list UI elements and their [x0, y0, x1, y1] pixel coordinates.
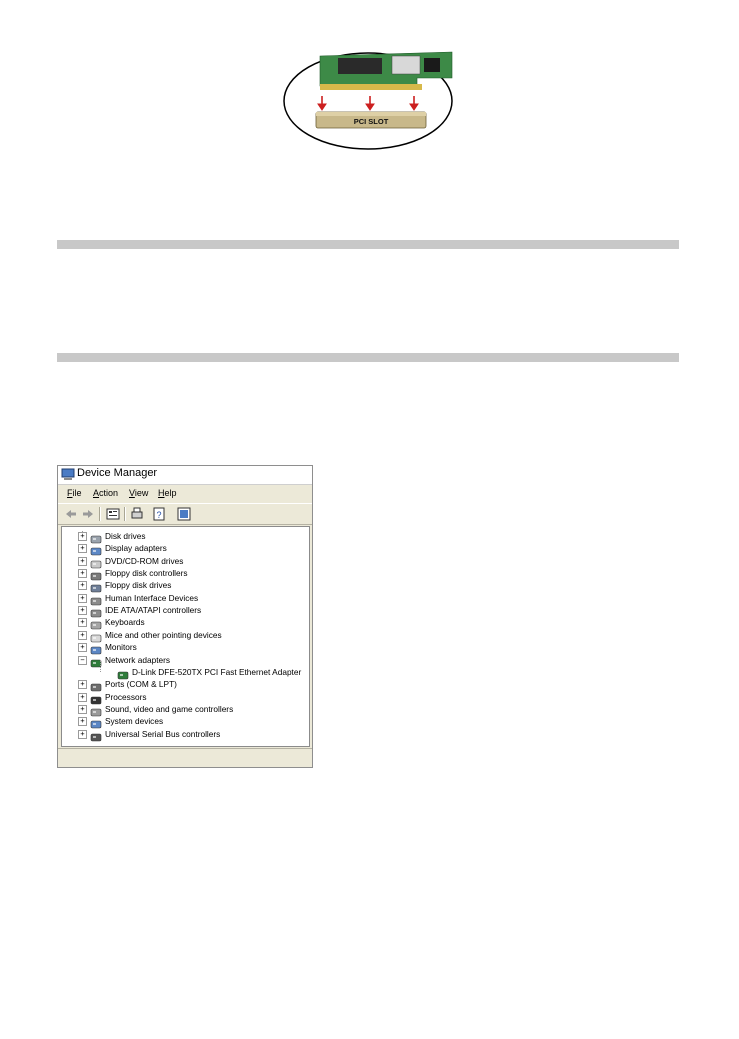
mouse-icon: [90, 629, 102, 640]
tree-item-label: IDE ATA/ATAPI controllers: [105, 605, 202, 616]
tree-item-label: Display adapters: [105, 543, 167, 554]
ide-controller-icon: [90, 604, 102, 615]
disk-drive-icon: [90, 530, 102, 541]
expand-icon[interactable]: +: [78, 557, 87, 566]
expand-icon[interactable]: +: [78, 569, 87, 578]
keyboard-icon: [90, 616, 102, 627]
status-bar: [58, 748, 312, 767]
section-divider-1: [57, 240, 679, 249]
menu-bar: [58, 485, 312, 503]
toolbar-separator: [99, 507, 101, 521]
tree-item[interactable]: [62, 678, 307, 690]
tree-item-label: Sound, video and game controllers: [105, 703, 234, 714]
expand-icon[interactable]: +: [78, 631, 87, 640]
ethernet-card-icon: [117, 666, 129, 677]
device-manager-window: [57, 465, 313, 768]
expand-icon[interactable]: +: [78, 606, 87, 615]
toolbar: [58, 503, 312, 525]
expand-icon[interactable]: +: [78, 581, 87, 590]
tree-item[interactable]: [62, 616, 307, 628]
tree-item-label: Monitors: [105, 642, 137, 653]
expand-icon[interactable]: +: [78, 705, 87, 714]
tree-item-label: Ports (COM & LPT): [105, 679, 177, 690]
tree-item-label: System devices: [105, 716, 164, 727]
tree-item-label: Disk drives: [105, 531, 146, 541]
print-icon[interactable]: [129, 506, 145, 522]
section-divider-2: [57, 353, 679, 362]
expand-icon[interactable]: +: [78, 544, 87, 553]
tree-child-item[interactable]: [62, 666, 307, 678]
tree-item[interactable]: [62, 715, 307, 727]
tree-item[interactable]: [62, 728, 307, 740]
tree-item-label: D-Link DFE-520TX PCI Fast Ethernet Adapter: [132, 666, 302, 677]
menu-action[interactable]: Action: [93, 488, 119, 498]
expand-icon[interactable]: +: [78, 693, 87, 702]
tree-item-label: Processors: [105, 691, 147, 702]
port-icon: [90, 678, 102, 689]
tree-item[interactable]: [62, 641, 307, 653]
cdrom-icon: [90, 555, 102, 566]
expand-icon[interactable]: +: [78, 594, 87, 603]
back-arrow-icon[interactable]: [63, 506, 79, 522]
expand-icon[interactable]: +: [78, 532, 87, 541]
pci-slot-label: PCI SLOT: [353, 117, 389, 126]
menu-file[interactable]: File: [67, 488, 82, 498]
view-icon[interactable]: [176, 506, 192, 522]
menu-help[interactable]: Help: [158, 488, 177, 498]
forward-arrow-icon[interactable]: [80, 506, 96, 522]
floppy-drive-icon: [90, 579, 102, 590]
help-icon[interactable]: [151, 506, 167, 522]
device-tree: [61, 526, 310, 747]
computer-icon: [61, 468, 75, 480]
tree-item[interactable]: [62, 530, 307, 542]
menu-view[interactable]: View: [129, 488, 149, 498]
monitor-icon: [90, 641, 102, 652]
expand-icon[interactable]: +: [78, 680, 87, 689]
tree-item[interactable]: [62, 555, 307, 567]
expand-icon[interactable]: +: [78, 643, 87, 652]
pci-card-illustration: [282, 46, 454, 152]
tree-item[interactable]: [62, 542, 307, 554]
tree-item-label: Floppy disk drives: [105, 580, 172, 591]
svg-text:?: ?: [156, 510, 162, 520]
collapse-icon[interactable]: −: [78, 656, 87, 665]
expand-icon[interactable]: +: [78, 618, 87, 627]
properties-icon[interactable]: [105, 506, 121, 522]
expand-icon[interactable]: +: [78, 717, 87, 726]
tree-item-label: Universal Serial Bus controllers: [105, 728, 221, 739]
floppy-controller-icon: [90, 567, 102, 578]
tree-item[interactable]: [62, 691, 307, 703]
sound-icon: [90, 703, 102, 714]
hid-icon: [90, 592, 102, 603]
tree-item-label: Mice and other pointing devices: [105, 629, 222, 640]
tree-item-label: Floppy disk controllers: [105, 568, 188, 579]
tree-item[interactable]: [62, 604, 307, 616]
display-adapter-icon: [90, 542, 102, 553]
tree-item[interactable]: [62, 629, 307, 641]
window-title: Device Manager: [77, 467, 158, 479]
tree-item-label: Keyboards: [105, 617, 145, 628]
tree-item[interactable]: [62, 579, 307, 591]
expand-icon[interactable]: +: [78, 730, 87, 739]
tree-item-label: DVD/CD-ROM drives: [105, 555, 184, 566]
tree-item[interactable]: [62, 592, 307, 604]
tree-item[interactable]: [62, 567, 307, 579]
tree-item-label: Human Interface Devices: [105, 592, 199, 603]
usb-icon: [90, 728, 102, 739]
tree-item[interactable]: [62, 654, 307, 666]
toolbar-separator: [124, 507, 126, 521]
tree-item-label: Network adapters: [105, 654, 171, 665]
system-device-icon: [90, 715, 102, 726]
tree-item[interactable]: [62, 703, 307, 715]
processor-icon: [90, 691, 102, 702]
title-bar: [58, 466, 312, 485]
